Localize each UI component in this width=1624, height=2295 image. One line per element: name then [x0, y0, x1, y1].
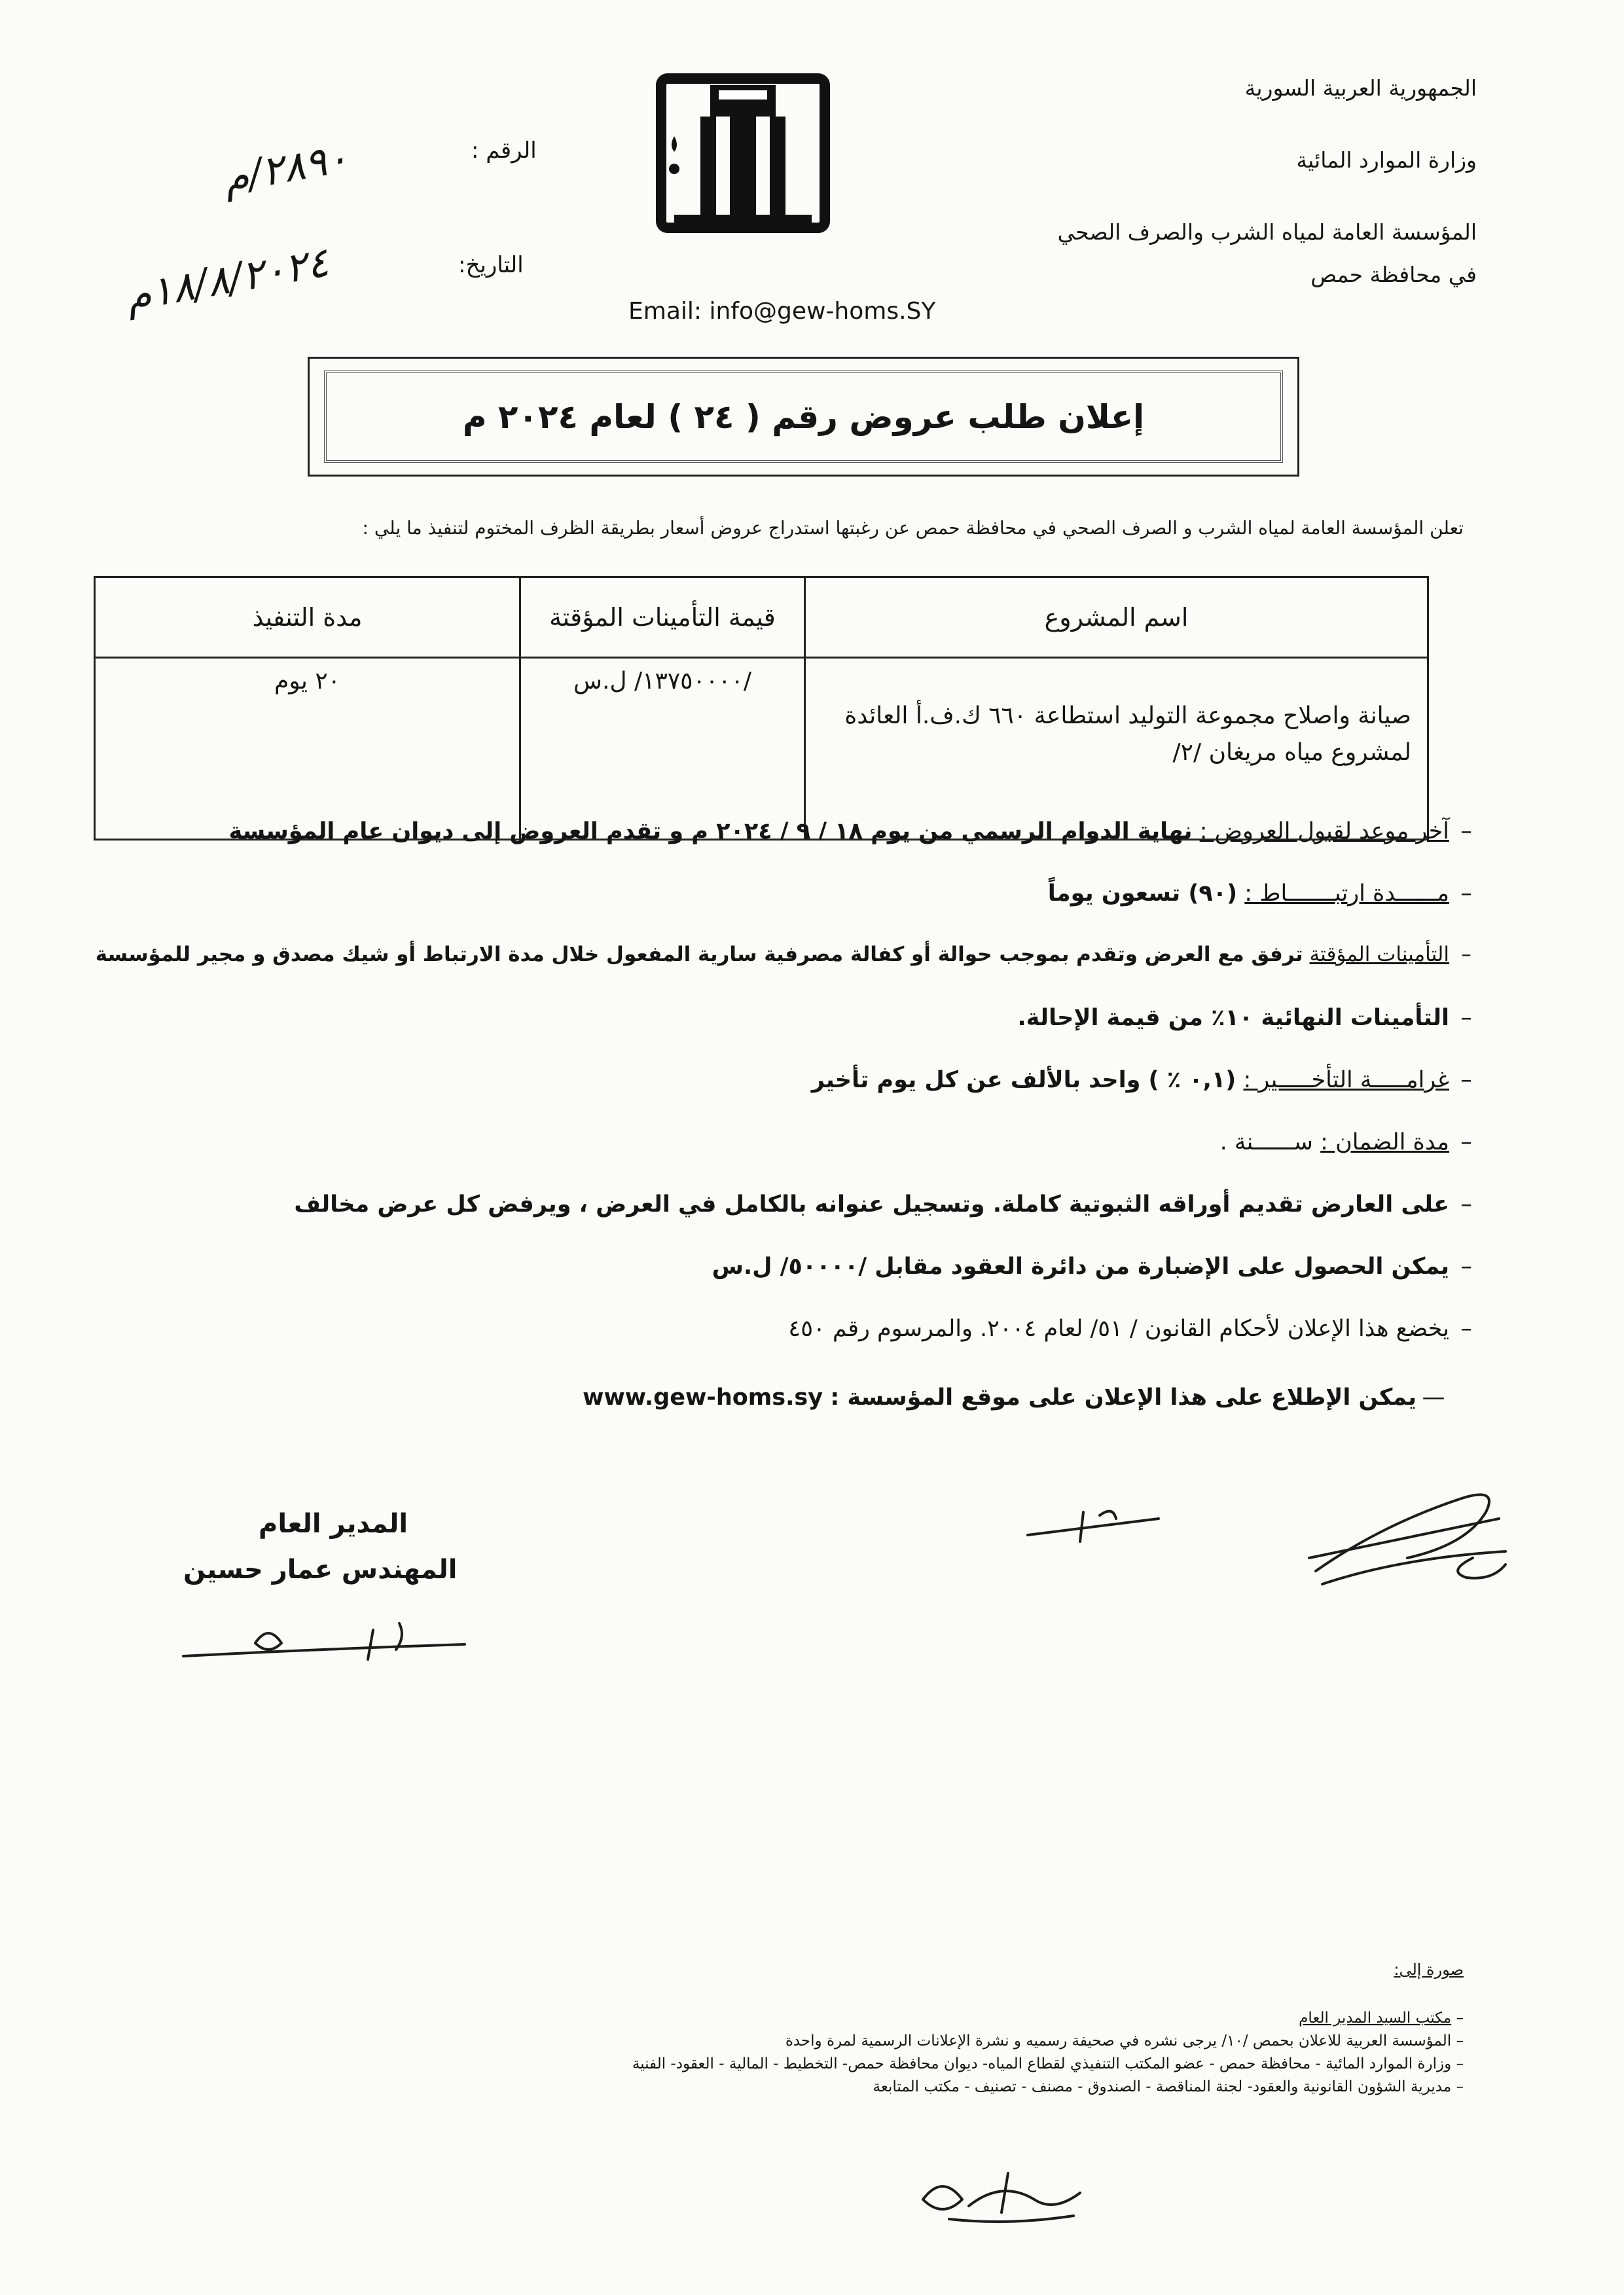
deadline-text: نهاية الدوام الرسمي من يوم ١٨ / ٩ / ٢٠٢٤ م و تقدم العروض إلى ديوان عام المؤسسة	[228, 818, 1193, 844]
col-project-name: اسم المشروع	[805, 577, 1428, 658]
header-governorate: في محافظة حمص	[1310, 262, 1477, 287]
condition-documents: –على العارض تقديم أوراقه الثبوتية كاملة. وتسجيل عنوانه بالكامل في العرض ، ويرفض كل عرض مخالف	[294, 1191, 1472, 1218]
penalty-text: (٠,١ ٪ ) واحد بالألف عن كل يوم تأخير	[811, 1067, 1236, 1093]
header-establishment: المؤسسة العامة لمياه الشرب والصرف الصحي	[1057, 219, 1477, 245]
date-handwritten: ١٨/٨/٢٠٢٤م	[122, 238, 333, 321]
signatory-signature	[177, 1604, 478, 1682]
header-ministry: وزارة الموارد المائية	[1296, 147, 1477, 173]
signatory-name: المهندس عمار حسين	[183, 1555, 458, 1585]
table-row	[95, 658, 1428, 840]
reference-number-handwritten: ٢٨٩٠/م	[219, 133, 352, 203]
warranty-text: ســــــنة .	[1219, 1129, 1314, 1155]
email-address: Email: info@gew-homs.SY	[628, 298, 936, 325]
condition-warranty: –مدة الضمان : ســــــنة .	[1219, 1129, 1472, 1155]
header-country: الجمهورية العربية السورية	[1244, 75, 1477, 101]
project-table	[94, 576, 1429, 840]
copy-item: – وزارة الموارد المائية - محافظة حمص - عضو المكتب التنفيذي لقطاع المياه- ديوان محافظة حمص- التخطيط - المالية - العقود- الفنية	[632, 2055, 1464, 2072]
condition-temp-insurance: –التأمينات المؤقتة ترفق مع العرض وتقدم بموجب حوالة أو كفالة مصرفية سارية المفعول خلال مدة الارتباط أو شيك مصدق و مجير للمؤسسة	[95, 943, 1471, 966]
condition-deadline: –آخر موعد لقبول العروض : نهاية الدوام الرسمي من يوم ١٨ / ٩ / ٢٠٢٤ م و تقدم العروض إلى ديوان عام المؤسسة	[228, 818, 1472, 844]
initials-mark	[1021, 1499, 1165, 1551]
official-signature	[1303, 1473, 1519, 1597]
table-header-row	[95, 577, 1428, 658]
documents-text: على العارض تقديم أوراقه الثبوتية كاملة. وتسجيل عنوانه بالكامل في العرض ، ويرفض كل عرض مخالف	[294, 1191, 1449, 1218]
condition-binding: –مــــــدة ارتبـــــــاط : (٩٠) تسعون يوماً	[1047, 880, 1472, 907]
condition-penalty: –غرامـــــة التأخـــــير : (٠,١ ٪ ) واحد بالألف عن كل يوم تأخير	[811, 1067, 1472, 1093]
law-text: يخضع هذا الإعلان لأحكام القانون / ٥١/ لعام ٢٠٠٤. والمرسوم رقم ٤٥٠	[788, 1316, 1449, 1342]
project-name-cell: صيانة واصلاح مجموعة التوليد استطاعة ٦٦٠ ك.ف.أ العائدة لمشروع مياه مريغان /٢/	[805, 658, 1428, 840]
copy-item: – مكتب السيد المدير العام	[1299, 2010, 1464, 2027]
duration-cell: ٢٠ يوم	[95, 658, 520, 840]
temp-insurance-text: ترفق مع العرض وتقدم بموجب حوالة أو كفالة مصرفية سارية المفعول خلال مدة الارتباط أو شيك مصدق و مجير للمؤسسة	[95, 943, 1303, 966]
copies-heading: صورة إلى:	[1394, 1961, 1464, 1979]
signatory-title: المدير العام	[259, 1509, 408, 1539]
issuer-header	[979, 75, 1477, 311]
condition-final-insurance: –التأمينات النهائية ١٠٪ من قيمة الإحالة.	[1017, 1005, 1472, 1031]
temp-insurance-cell: /١٣٧٥٠٠٠٠/ ل.س	[520, 658, 805, 840]
announcement-title-box	[308, 357, 1299, 477]
condition-website: —يمكن الإطلاع على هذا الإعلان على موقع المؤسسة : www.gew-homs.sy	[583, 1384, 1445, 1411]
penalty-label: غرامـــــة التأخـــــير :	[1243, 1067, 1449, 1093]
copy-item: – المؤسسة العربية للاعلان بحمص /١٠/ يرجى نشره في صحيفة رسميه و نشرة الإعلانات الرسمية لمرة واحدة	[785, 2033, 1464, 2050]
website-text: يمكن الإطلاع على هذا الإعلان على موقع المؤسسة :	[830, 1384, 1416, 1411]
website-link[interactable]: www.gew-homs.sy	[583, 1384, 823, 1411]
binding-label: مــــــدة ارتبـــــــاط :	[1244, 880, 1449, 907]
booklet-text: يمكن الحصول على الإضبارة من دائرة العقود مقابل /٥٠٠٠٠/ ل.س	[712, 1254, 1449, 1280]
handwritten-note	[910, 2160, 1093, 2232]
temp-insurance-label: التأمينات المؤقتة	[1309, 943, 1449, 966]
deadline-label: آخر موعد لقبول العروض :	[1199, 818, 1449, 844]
condition-booklet: –يمكن الحصول على الإضبارة من دائرة العقود مقابل /٥٠٠٠٠/ ل.س	[712, 1254, 1472, 1280]
binding-text: (٩٠) تسعون يوماً	[1047, 880, 1238, 907]
col-temp-insurance: قيمة التأمينات المؤقتة	[520, 577, 805, 658]
intro-paragraph: تعلن المؤسسة العامة لمياه الشرب و الصرف الصحي في محافظة حمص عن رغبتها استدراج عروض أسعار بطريقة الظرف المختوم لتنفيذ ما يلي :	[362, 517, 1464, 539]
copy-item: – مديرية الشؤون القانونية والعقود- لجنة المناقصة - الصندوق - مصنف - تصنيف - مكتب المتابعة	[873, 2078, 1464, 2095]
condition-law: –يخضع هذا الإعلان لأحكام القانون / ٥١/ لعام ٢٠٠٤. والمرسوم رقم ٤٥٠	[788, 1316, 1472, 1342]
establishment-logo	[648, 71, 838, 236]
announcement-title: إعلان طلب عروض رقم ( ٢٤ ) لعام ٢٠٢٤ م	[324, 370, 1283, 463]
col-duration: مدة التنفيذ	[95, 577, 520, 658]
final-insurance-text: التأمينات النهائية ١٠٪ من قيمة الإحالة.	[1017, 1005, 1449, 1031]
warranty-label: مدة الضمان :	[1320, 1129, 1449, 1155]
reference-label: الرقم :	[471, 137, 537, 164]
date-label: التاريخ:	[458, 252, 524, 278]
